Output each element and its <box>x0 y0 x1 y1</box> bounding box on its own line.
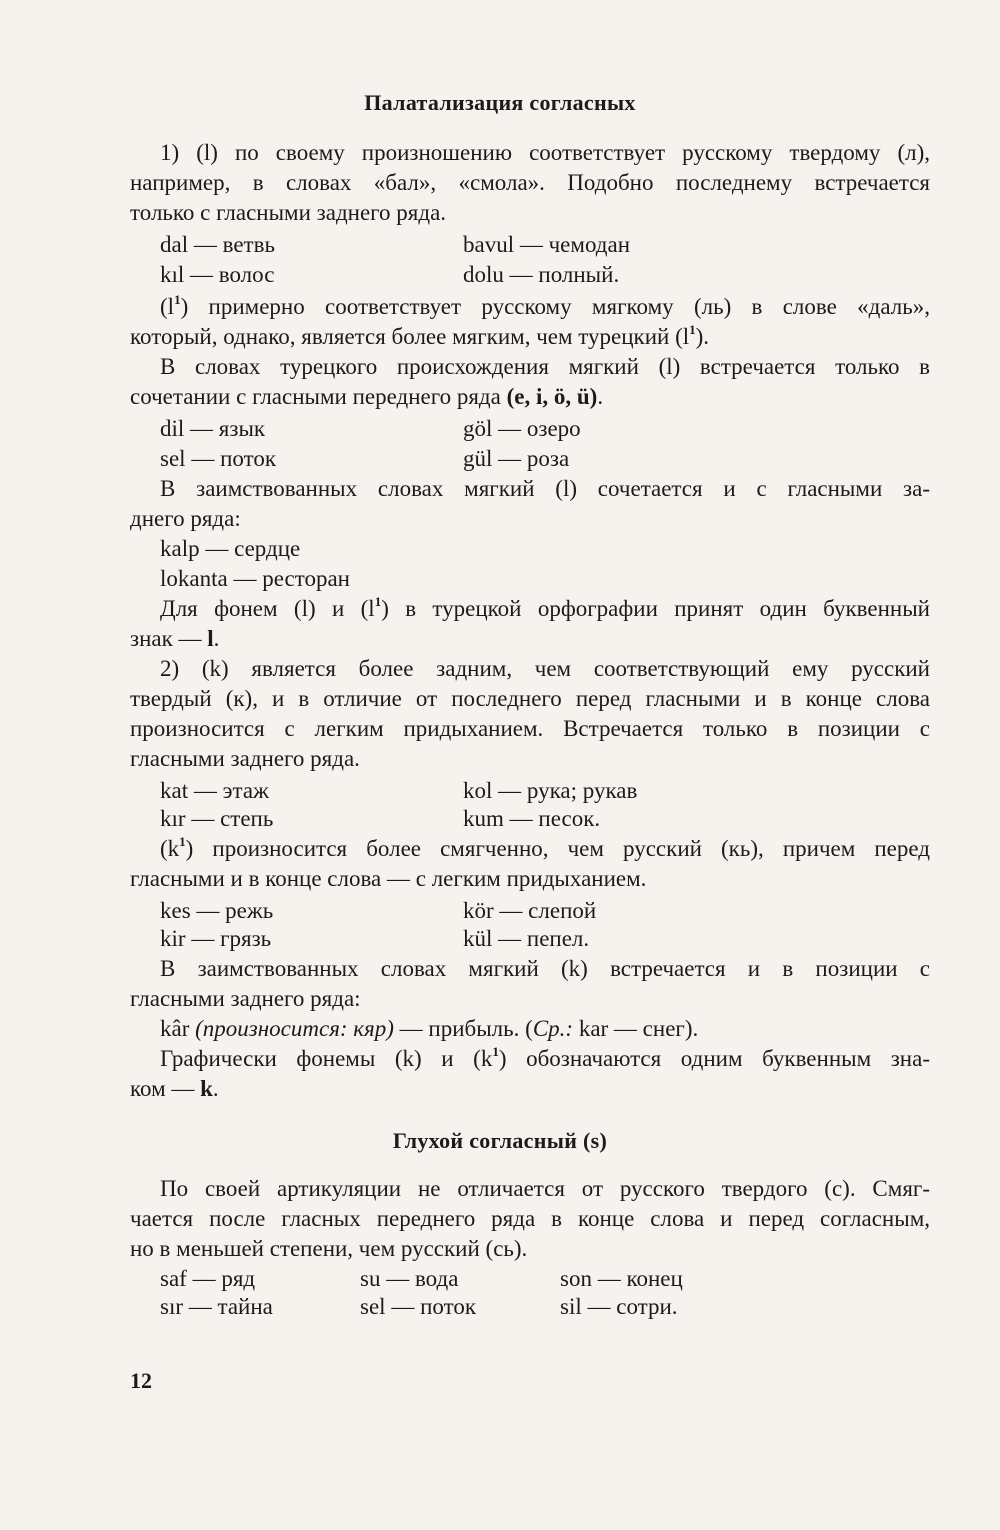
example-item: dolu — полный. <box>463 262 620 287</box>
paragraph-line: только с гласными заднего ряда. <box>130 200 447 225</box>
example-item: sel — поток <box>160 446 276 471</box>
paragraph-line: который, однако, является более мягким, чем турецкий $(l^1)$. <box>130 322 710 349</box>
example-item: bavul — чемодан <box>463 232 630 257</box>
example-item: gül — роза <box>463 446 570 471</box>
example-item: kat — этаж <box>160 778 269 803</box>
section-heading-palatalization: Палатализация согласных <box>364 90 636 115</box>
paragraph-line: гласными заднего ряда. <box>130 746 360 771</box>
paragraph-line: днего ряда: <box>130 506 241 531</box>
paragraph-line: гласными и в конце слова — с легким придыханием. <box>130 866 647 891</box>
paragraph-line: 2) (k) является более задним, чем соответствующий ему русский <box>160 656 930 681</box>
paragraph-line: сочетании с гласными переднего ряда (e, i, ö, ü). <box>130 384 604 409</box>
example-item: son — конец <box>560 1266 683 1291</box>
example-item: göl — озеро <box>463 416 581 441</box>
paragraph-line: произносится с легким придыханием. Встречается только в позиции с <box>130 716 930 741</box>
example-item: kıl — волос <box>160 262 275 287</box>
paragraph-line: знак — l. <box>130 626 220 651</box>
example-item: kâr (произносится: кяр) — прибыль. (Ср.: kar — снег). <box>160 1016 699 1041</box>
paragraph-line: например, в словах «бал», «смола». Подобно последнему встречается <box>130 170 930 195</box>
example-item: saf — ряд <box>160 1266 256 1291</box>
example-item: kum — песок. <box>463 806 601 831</box>
paragraph-line: 1) (l) по своему произношению соответствует русскому твердому (л), <box>160 140 930 165</box>
example-item: lokanta — ресторан <box>160 566 350 591</box>
paragraph-line: Для фонем (l) и $(l^1)$ в турецкой орфографии принят один буквенный <box>160 594 930 621</box>
paragraph-line: В словах турецкого происхождения мягкий (l) встречается только в <box>160 354 930 379</box>
paragraph-line: По своей артикуляции не отличается от русского твердого (с). Смяг- <box>160 1176 930 1201</box>
example-item: kül — пепел. <box>463 926 590 951</box>
example-item: kalp — сердце <box>160 536 301 561</box>
example-item: su — вода <box>360 1266 459 1291</box>
paragraph-line: чается после гласных переднего ряда в конце слова и перед согласным, <box>130 1206 930 1231</box>
page-number: 12 <box>130 1368 152 1393</box>
example-item: kir — грязь <box>160 926 272 951</box>
paragraph-line: твердый (к), и в отличие от последнего перед гласными и в конце слова <box>130 686 930 711</box>
paragraph-line: В заимствованных словах мягкий (l) сочетается и с гласными за- <box>160 476 930 501</box>
paragraph-line: ком — k. <box>130 1076 219 1101</box>
example-item: kes — режь <box>160 898 274 923</box>
example-item: dal — ветвь <box>160 232 275 257</box>
example-item: dil — язык <box>160 416 266 441</box>
example-item: kol — рука; рукав <box>463 778 638 803</box>
example-item: sel — поток <box>360 1294 476 1319</box>
example-item: kır — степь <box>160 806 274 831</box>
paragraph-line: $(k^1)$ произносится более смягченно, чем русский (кь), причем перед <box>160 834 930 861</box>
paragraph-line: Графически фонемы (k) и $(k^1)$ обозначаются одним буквенным зна- <box>160 1044 930 1071</box>
paragraph-line: $(l^1)$ примерно соответствует русскому мягкому (ль) в слове «даль», <box>160 292 930 319</box>
paragraph-line: гласными заднего ряда: <box>130 986 361 1011</box>
paragraph-line: В заимствованных словах мягкий (k) встречается и в позиции с <box>160 956 930 981</box>
example-item: sır — тайна <box>160 1294 273 1319</box>
example-item: kör — слепой <box>463 898 597 923</box>
paragraph-line: но в меньшей степени, чем русский (сь). <box>130 1236 528 1261</box>
section-heading-voiceless-s: Глухой согласный (s) <box>392 1128 608 1153</box>
example-item: sil — сотри. <box>560 1294 678 1319</box>
